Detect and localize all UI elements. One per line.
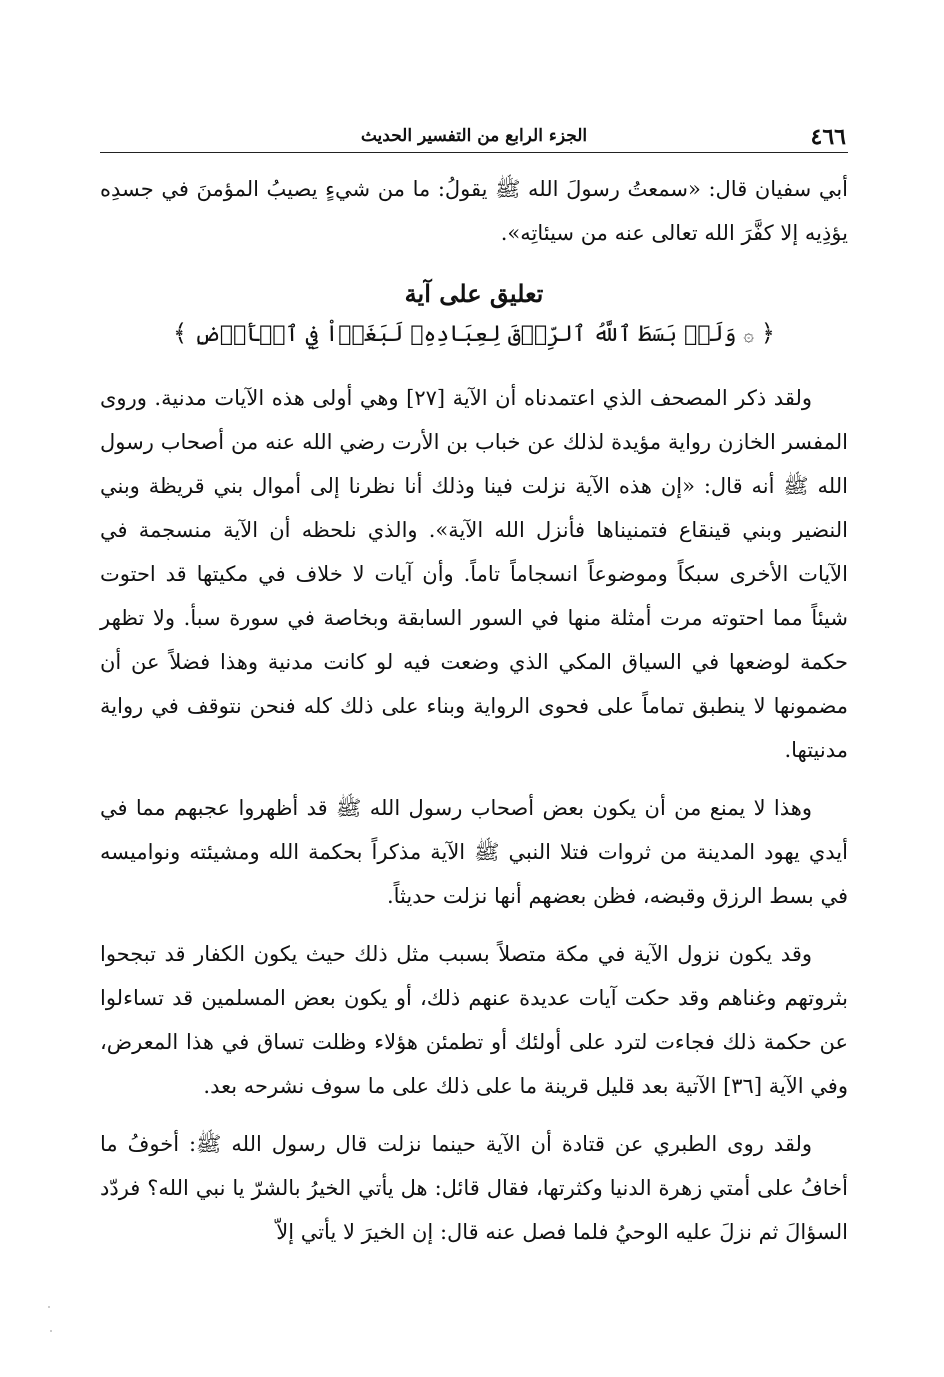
paragraph-3: وقد يكون نزول الآية في مكة متصلاً بسبب مثل ذلك حيث يكون الكفار قد تبجحوا بثروتهم وغناهم وقد حكت آيات عديدة عنهم ذلك، أو يكون بعض المسلمين قد تساءلوا عن حكمة ذلك فجاءت لترد على أولئك أو تطمئن هؤلاء وظلت تساق في هذا المعرض، وفي الآية [٣٦] الآتية بعد قليل قرينة ما على ذلك على ما سوف نشرحه بعد. <box>100 942 848 1098</box>
paragraph-4: ولقد روى الطبري عن قتادة أن الآية حينما نزلت قال رسول الله ﷺ: أخوفُ ما أخافُ على أمتي زهرة الدنيا وكثرتها، فقال قائل: هل يأتي الخيرُ بالشرّ يا نبي الله؟ فردّد السؤالَ ثم نزلَ عليه الوحيُ فلما فصل عنه قال: إن الخيرَ لا يأتي إلاّ <box>100 1132 848 1244</box>
book-page <box>100 118 848 1298</box>
verse-open-bracket: ﴿ <box>760 319 775 347</box>
running-header <box>100 118 848 153</box>
book-title: الجزء الرابع من التفسير الحديث <box>360 126 588 146</box>
section-heading: تعليق على آية <box>404 279 544 308</box>
scan-speck <box>50 1330 52 1332</box>
verse-close-bracket: ﴾ <box>173 319 188 347</box>
paragraph-1: ولقد ذكر المصحف الذي اعتمدناه أن الآية [٢٧] وهي أولى هذه الآيات مدنية. وروى المفسر الخازن رواية مؤيدة لذلك عن خباب بن الأرت رضي الله عنه من أصحاب رسول الله ﷺ أنه قال: «إن هذه الآية نزلت فينا وذلك أنا نظرنا إلى أموال بني قريظة وبني النضير وبني قينقاع فتمنيناها فأنزل الله الآية». والذي نلحظه أن الآية منسجمة في الآيات الأخرى سبكاً وموضوعاً انسجاماً تاماً. وأن آيات لا خلاف في مكيتها قد احتوت شيئاً مما احتوته مرت أمثلة منها في السور السابقة وبخاصة في سورة سبأ. ولا تظهر حكمة لوضعها في السياق المكي الذي وضعت فيه لو كانت مدنية وهذا فضلاً عن أن مضمونها لا ينطبق تماماً على فحوى الرواية وبناء على ذلك كله فنحن نتوقف في رواية مدنيتها. <box>100 386 848 762</box>
verse-text: وَلَوۡ بَسَطَ ٱللَّهُ ٱلرِّزۡقَ لِعِبَادِهِۦ لَبَغَوۡاْ فِي ٱلۡأَرۡضِ <box>194 322 737 347</box>
page-number: ٤٦٦ <box>810 124 846 150</box>
scan-speck <box>48 1306 50 1308</box>
verse-star-icon: ۞ <box>743 325 754 346</box>
intro-paragraph: أبي سفيان قال: «سمعتُ رسولَ الله ﷺ يقولُ: ما من شيءٍ يصيبُ المؤمنَ في جسدِه يؤذِيه إلا كفَّرَ الله تعالى عنه من سيئاتِه». <box>100 177 848 245</box>
paragraph-2: وهذا لا يمنع من أن يكون بعض أصحاب رسول الله ﷺ قد أظهروا عجبهم مما في أيدي يهود المدينة من ثروات فتلا النبي ﷺ الآية مذكراً بحكمة الله ومشيئته ونواميسه في بسط الرزق وقبضه، فظن بعضهم أنها نزلت حديثاً. <box>100 796 848 908</box>
quran-verse <box>100 315 848 354</box>
page-body <box>100 167 848 1254</box>
